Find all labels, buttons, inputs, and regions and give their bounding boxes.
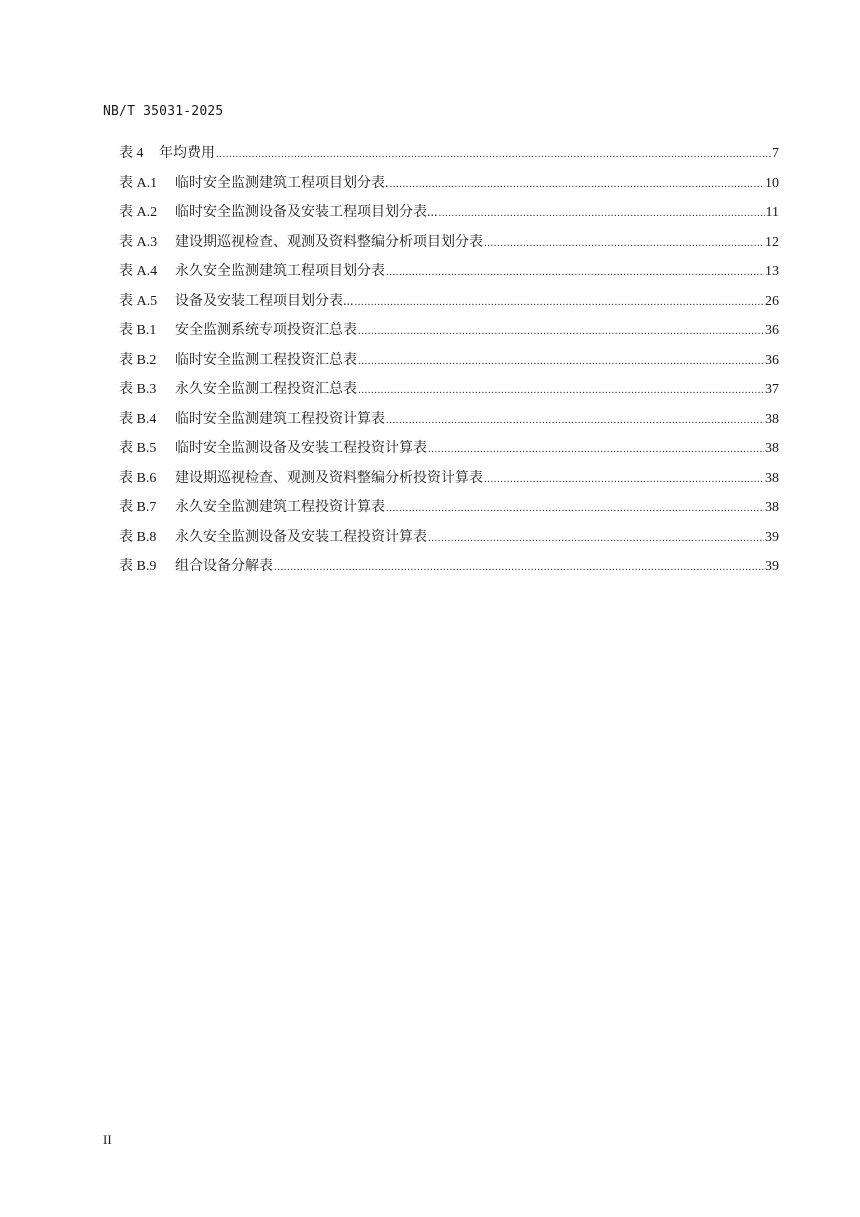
toc-dot-leader: [390, 173, 765, 195]
toc-entry-page: 10: [765, 175, 779, 191]
toc-entry-table-a4[interactable]: [119, 261, 779, 291]
toc-dot-leader: [216, 143, 771, 165]
toc-entry-label: 表 A.2: [119, 205, 158, 220]
toc-entry-label: 表 A.3: [119, 234, 158, 250]
toc-entry-title: 建设期巡视检查、观测及资料整编分析投资计算表: [175, 470, 483, 486]
toc-entry-table-a1[interactable]: [119, 173, 779, 203]
toc-entry-title: 临时安全监测工程投资汇总表: [175, 352, 357, 368]
toc-entry-page: 38: [765, 441, 779, 456]
toc-entry-label: 表 B.9: [119, 559, 157, 574]
toc-entry-table-b5[interactable]: [119, 438, 779, 468]
toc-entry-page: 39: [765, 529, 779, 545]
toc-entry-page: 13: [765, 264, 779, 279]
toc-entry-page: 26: [765, 293, 779, 309]
toc-entry-table-b2[interactable]: [119, 350, 779, 380]
toc-entry-title: 永久安全监测建筑工程投资计算表: [175, 500, 385, 515]
toc-entry-page: 38: [765, 411, 779, 427]
toc-entry-label: 表 B.5: [119, 441, 157, 456]
toc-entry-label: 表 A.5: [119, 293, 158, 309]
toc-entry-label: 表 B.7: [119, 500, 157, 515]
toc-entry-label: 表 4: [119, 146, 144, 161]
toc-entry-title: 临时安全监测设备及安装工程项目划分表...: [175, 205, 438, 220]
toc-entry-title: 临时安全监测设备及安装工程投资计算表: [175, 441, 427, 456]
toc-entry-table-b6[interactable]: [119, 468, 779, 498]
toc-entry-table-b1[interactable]: [119, 320, 779, 350]
toc-entry-table-b3[interactable]: [119, 379, 779, 409]
toc-entry-table-b8[interactable]: [119, 527, 779, 557]
toc-entry-label: 表 A.4: [119, 264, 158, 279]
toc-entry-title: 建设期巡视检查、观测及资料整编分析项目划分表: [175, 234, 483, 250]
toc-entry-label: 表 A.1: [119, 175, 158, 191]
toc-entry-title: 临时安全监测建筑工程项目划分表.: [175, 175, 389, 191]
toc-entry-page: 39: [765, 559, 779, 574]
toc-entry-table-a5[interactable]: [119, 291, 779, 321]
toc-dot-leader: [274, 556, 764, 578]
toc-dot-leader: [439, 202, 765, 224]
toc-dot-leader: [358, 350, 764, 372]
toc-entry-table-4[interactable]: [119, 143, 779, 173]
toc-entry-table-b4[interactable]: [119, 409, 779, 439]
toc-entry-table-a2[interactable]: [119, 202, 779, 232]
toc-entry-page: 37: [765, 382, 779, 397]
toc-entry-title: 永久安全监测工程投资汇总表: [175, 382, 357, 397]
toc-entry-title: 临时安全监测建筑工程投资计算表: [175, 411, 385, 427]
toc-dot-leader: [428, 527, 764, 549]
toc-dot-leader: [484, 232, 764, 254]
toc-entry-title: 年均费用: [159, 146, 215, 161]
toc-entry-title: 安全监测系统专项投资汇总表: [175, 323, 357, 338]
toc-entry-title: 永久安全监测建筑工程项目划分表: [175, 264, 385, 279]
toc-entry-table-b7[interactable]: [119, 497, 779, 527]
toc-dot-leader: [484, 468, 764, 490]
toc-dot-leader: [386, 409, 764, 431]
toc-dot-leader: [355, 291, 765, 313]
toc-dot-leader: [358, 320, 764, 342]
table-of-contents: [119, 143, 779, 586]
toc-entry-label: 表 B.8: [119, 529, 157, 545]
toc-entry-title: 组合设备分解表: [175, 559, 273, 574]
toc-entry-page: 12: [765, 234, 779, 250]
toc-dot-leader: [386, 261, 764, 283]
toc-dot-leader: [358, 379, 764, 401]
toc-entry-page: 7: [772, 146, 779, 161]
toc-entry-page: 38: [765, 470, 779, 486]
toc-entry-page: 38: [765, 500, 779, 515]
toc-entry-label: 表 B.2: [119, 352, 157, 368]
toc-dot-leader: [428, 438, 764, 460]
page-number: II: [103, 1132, 112, 1147]
toc-entry-label: 表 B.4: [119, 411, 157, 427]
toc-entry-label: 表 B.6: [119, 470, 157, 486]
toc-entry-page: 36: [765, 352, 779, 368]
toc-entry-title: 永久安全监测设备及安装工程投资计算表: [175, 529, 427, 545]
toc-entry-label: 表 B.1: [119, 323, 157, 338]
toc-entry-page: 11: [765, 205, 779, 220]
toc-entry-title: 设备及安装工程项目划分表...: [175, 293, 354, 309]
toc-dot-leader: [386, 497, 764, 519]
standard-code-header: NB/T 35031-2025: [103, 104, 224, 119]
toc-entry-table-a3[interactable]: [119, 232, 779, 262]
toc-entry-table-b9[interactable]: [119, 556, 779, 586]
toc-entry-page: 36: [765, 323, 779, 338]
toc-entry-label: 表 B.3: [119, 382, 157, 397]
